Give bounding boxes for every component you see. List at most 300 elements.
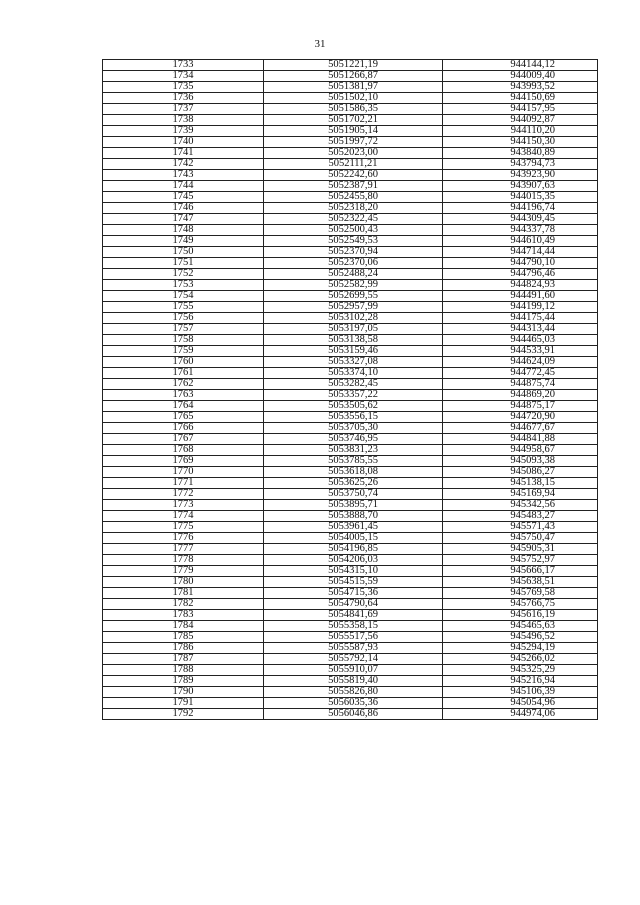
y-coordinate-cell xyxy=(443,280,598,291)
table-row xyxy=(103,478,598,489)
table-row xyxy=(103,610,598,621)
x-coordinate-cell: 5052322,45 xyxy=(264,214,443,225)
point-number-cell: 1775 xyxy=(103,522,264,533)
table-row xyxy=(103,445,598,456)
x-coordinate-cell: 5054841,69 xyxy=(264,610,443,621)
y-coordinate-cell xyxy=(443,643,598,654)
point-number-cell: 1786 xyxy=(103,643,264,654)
x-coordinate-cell: 5052023,00 xyxy=(264,148,443,159)
x-coordinate-cell: 5053750,74 xyxy=(264,489,443,500)
point-number-cell: 1746 xyxy=(103,203,264,214)
point-number-cell: 1781 xyxy=(103,588,264,599)
y-coordinate-cell xyxy=(443,368,598,379)
y-coordinate-value: 945616,19 xyxy=(510,609,555,620)
point-number-cell: 1763 xyxy=(103,390,264,401)
y-coordinate-value: 944491,60 xyxy=(510,290,555,301)
y-coordinate-cell xyxy=(443,357,598,368)
point-number-cell: 1792 xyxy=(103,709,264,720)
y-coordinate-cell xyxy=(443,313,598,324)
x-coordinate-cell: 5053282,45 xyxy=(264,379,443,390)
point-number-cell: 1776 xyxy=(103,533,264,544)
point-number-cell: 1738 xyxy=(103,115,264,126)
y-coordinate-cell xyxy=(443,269,598,280)
table-row xyxy=(103,456,598,467)
y-coordinate-cell xyxy=(443,412,598,423)
y-coordinate-value: 945342,56 xyxy=(510,499,555,510)
table-row xyxy=(103,379,598,390)
table-row xyxy=(103,555,598,566)
y-coordinate-value: 945666,17 xyxy=(510,565,555,576)
x-coordinate-cell: 5053505,62 xyxy=(264,401,443,412)
table-row xyxy=(103,192,598,203)
y-coordinate-cell xyxy=(443,511,598,522)
x-coordinate-cell: 5053746,95 xyxy=(264,434,443,445)
point-number-cell: 1758 xyxy=(103,335,264,346)
x-coordinate-cell: 5053785,55 xyxy=(264,456,443,467)
table-row xyxy=(103,368,598,379)
y-coordinate-value: 945325,29 xyxy=(510,664,555,675)
y-coordinate-cell xyxy=(443,214,598,225)
y-coordinate-value: 945750,47 xyxy=(510,532,555,543)
point-number-cell: 1769 xyxy=(103,456,264,467)
y-coordinate-value: 944144,12 xyxy=(510,59,555,70)
point-number-cell: 1743 xyxy=(103,170,264,181)
x-coordinate-cell: 5054005,15 xyxy=(264,533,443,544)
point-number-cell: 1740 xyxy=(103,137,264,148)
y-coordinate-cell xyxy=(443,478,598,489)
y-coordinate-cell xyxy=(443,71,598,82)
x-coordinate-cell: 5054196,85 xyxy=(264,544,443,555)
point-number-cell: 1766 xyxy=(103,423,264,434)
y-coordinate-cell xyxy=(443,302,598,313)
point-number-cell: 1761 xyxy=(103,368,264,379)
x-coordinate-cell: 5053138,58 xyxy=(264,335,443,346)
point-number-cell: 1777 xyxy=(103,544,264,555)
y-coordinate-cell xyxy=(443,676,598,687)
x-coordinate-cell: 5053159,46 xyxy=(264,346,443,357)
y-coordinate-value: 944796,46 xyxy=(510,268,555,279)
x-coordinate-cell: 5053197,05 xyxy=(264,324,443,335)
y-coordinate-value: 945752,97 xyxy=(510,554,555,565)
table-row xyxy=(103,643,598,654)
x-coordinate-cell: 5054206,03 xyxy=(264,555,443,566)
x-coordinate-cell: 5053888,70 xyxy=(264,511,443,522)
x-coordinate-cell: 5053327,08 xyxy=(264,357,443,368)
table-row xyxy=(103,687,598,698)
y-coordinate-value: 944150,69 xyxy=(510,92,555,103)
point-number-cell: 1764 xyxy=(103,401,264,412)
y-coordinate-value: 943993,52 xyxy=(510,81,555,92)
point-number-cell: 1767 xyxy=(103,434,264,445)
x-coordinate-cell: 5052549,53 xyxy=(264,236,443,247)
y-coordinate-value: 943923,90 xyxy=(510,169,555,180)
y-coordinate-cell xyxy=(443,709,598,720)
table-row xyxy=(103,522,598,533)
y-coordinate-cell xyxy=(443,181,598,192)
y-coordinate-value: 943907,63 xyxy=(510,180,555,191)
x-coordinate-cell: 5056046,86 xyxy=(264,709,443,720)
y-coordinate-value: 944199,12 xyxy=(510,301,555,312)
point-number-cell: 1784 xyxy=(103,621,264,632)
y-coordinate-cell xyxy=(443,390,598,401)
y-coordinate-value: 944875,17 xyxy=(510,400,555,411)
y-coordinate-cell xyxy=(443,170,598,181)
point-number-cell: 1772 xyxy=(103,489,264,500)
point-number-cell: 1779 xyxy=(103,566,264,577)
table-row xyxy=(103,269,598,280)
y-coordinate-value: 945054,96 xyxy=(510,697,555,708)
table-row xyxy=(103,709,598,720)
point-number-cell: 1780 xyxy=(103,577,264,588)
x-coordinate-cell: 5055517,56 xyxy=(264,632,443,643)
y-coordinate-value: 944009,40 xyxy=(510,70,555,81)
table-row xyxy=(103,148,598,159)
y-coordinate-value: 944110,20 xyxy=(510,125,555,136)
y-coordinate-value: 945266,02 xyxy=(510,653,555,664)
x-coordinate-cell: 5052318,20 xyxy=(264,203,443,214)
x-coordinate-cell: 5051997,72 xyxy=(264,137,443,148)
x-coordinate-cell: 5052500,43 xyxy=(264,225,443,236)
x-coordinate-cell: 5055910,07 xyxy=(264,665,443,676)
table-row xyxy=(103,203,598,214)
point-number-cell: 1754 xyxy=(103,291,264,302)
table-row xyxy=(103,412,598,423)
table-row xyxy=(103,489,598,500)
y-coordinate-cell xyxy=(443,126,598,137)
table-row xyxy=(103,665,598,676)
y-coordinate-value: 944175,44 xyxy=(510,312,555,323)
y-coordinate-value: 944841,88 xyxy=(510,433,555,444)
y-coordinate-cell xyxy=(443,225,598,236)
y-coordinate-cell xyxy=(443,291,598,302)
y-coordinate-cell xyxy=(443,159,598,170)
table-row xyxy=(103,302,598,313)
x-coordinate-cell: 5054315,10 xyxy=(264,566,443,577)
point-number-cell: 1790 xyxy=(103,687,264,698)
table-row xyxy=(103,236,598,247)
y-coordinate-value: 945769,58 xyxy=(510,587,555,598)
point-number-cell: 1747 xyxy=(103,214,264,225)
y-coordinate-value: 945496,52 xyxy=(510,631,555,642)
point-number-cell: 1734 xyxy=(103,71,264,82)
table-row xyxy=(103,346,598,357)
y-coordinate-value: 943840,89 xyxy=(510,147,555,158)
y-coordinate-cell xyxy=(443,687,598,698)
x-coordinate-cell: 5053831,23 xyxy=(264,445,443,456)
point-number-cell: 1787 xyxy=(103,654,264,665)
point-number-cell: 1739 xyxy=(103,126,264,137)
y-coordinate-cell xyxy=(443,698,598,709)
x-coordinate-cell: 5053618,08 xyxy=(264,467,443,478)
y-coordinate-value: 944337,78 xyxy=(510,224,555,235)
y-coordinate-cell xyxy=(443,632,598,643)
point-number-cell: 1751 xyxy=(103,258,264,269)
y-coordinate-cell xyxy=(443,621,598,632)
table-row xyxy=(103,357,598,368)
point-number-cell: 1760 xyxy=(103,357,264,368)
table-row xyxy=(103,126,598,137)
y-coordinate-value: 945766,75 xyxy=(510,598,555,609)
x-coordinate-cell: 5052699,55 xyxy=(264,291,443,302)
y-coordinate-value: 945106,39 xyxy=(510,686,555,697)
table-row xyxy=(103,214,598,225)
table-row xyxy=(103,280,598,291)
table-row xyxy=(103,511,598,522)
x-coordinate-cell: 5056035,36 xyxy=(264,698,443,709)
y-coordinate-cell xyxy=(443,588,598,599)
y-coordinate-cell xyxy=(443,247,598,258)
y-coordinate-cell xyxy=(443,599,598,610)
point-number-cell: 1768 xyxy=(103,445,264,456)
x-coordinate-cell: 5053556,15 xyxy=(264,412,443,423)
table-row xyxy=(103,467,598,478)
x-coordinate-cell: 5054715,36 xyxy=(264,588,443,599)
y-coordinate-cell xyxy=(443,401,598,412)
y-coordinate-value: 944465,03 xyxy=(510,334,555,345)
table-row xyxy=(103,258,598,269)
y-coordinate-value: 944958,67 xyxy=(510,444,555,455)
point-number-cell: 1788 xyxy=(103,665,264,676)
y-coordinate-value: 945905,31 xyxy=(510,543,555,554)
point-number-cell: 1752 xyxy=(103,269,264,280)
point-number-cell: 1736 xyxy=(103,93,264,104)
x-coordinate-cell: 5054790,64 xyxy=(264,599,443,610)
y-coordinate-value: 944624,09 xyxy=(510,356,555,367)
table-row xyxy=(103,588,598,599)
table-row xyxy=(103,324,598,335)
table-row xyxy=(103,170,598,181)
y-coordinate-value: 944610,49 xyxy=(510,235,555,246)
y-coordinate-value: 945571,43 xyxy=(510,521,555,532)
y-coordinate-cell xyxy=(443,467,598,478)
table-row xyxy=(103,577,598,588)
y-coordinate-value: 943794,73 xyxy=(510,158,555,169)
y-coordinate-value: 944974,06 xyxy=(510,708,555,719)
x-coordinate-cell: 5052370,94 xyxy=(264,247,443,258)
point-number-cell: 1791 xyxy=(103,698,264,709)
y-coordinate-value: 945169,94 xyxy=(510,488,555,499)
point-number-cell: 1750 xyxy=(103,247,264,258)
y-coordinate-cell xyxy=(443,258,598,269)
table-row xyxy=(103,676,598,687)
y-coordinate-value: 944720,90 xyxy=(510,411,555,422)
y-coordinate-cell xyxy=(443,137,598,148)
table-row xyxy=(103,60,598,71)
x-coordinate-cell: 5051905,14 xyxy=(264,126,443,137)
y-coordinate-value: 944790,10 xyxy=(510,257,555,268)
table-row xyxy=(103,533,598,544)
y-coordinate-value: 945216,94 xyxy=(510,675,555,686)
x-coordinate-cell: 5055358,15 xyxy=(264,621,443,632)
y-coordinate-cell xyxy=(443,434,598,445)
table-row xyxy=(103,291,598,302)
table-row xyxy=(103,632,598,643)
y-coordinate-cell xyxy=(443,203,598,214)
y-coordinate-value: 945294,19 xyxy=(510,642,555,653)
point-number-cell: 1778 xyxy=(103,555,264,566)
y-coordinate-cell xyxy=(443,379,598,390)
point-number-cell: 1737 xyxy=(103,104,264,115)
table-row xyxy=(103,115,598,126)
y-coordinate-cell xyxy=(443,610,598,621)
y-coordinate-value: 944313,44 xyxy=(510,323,555,334)
x-coordinate-cell: 5055819,40 xyxy=(264,676,443,687)
y-coordinate-cell xyxy=(443,566,598,577)
y-coordinate-value: 944869,20 xyxy=(510,389,555,400)
table-row xyxy=(103,423,598,434)
point-number-cell: 1741 xyxy=(103,148,264,159)
y-coordinate-cell xyxy=(443,654,598,665)
x-coordinate-cell: 5055826,80 xyxy=(264,687,443,698)
table-row xyxy=(103,544,598,555)
x-coordinate-cell: 5052455,80 xyxy=(264,192,443,203)
y-coordinate-value: 944092,87 xyxy=(510,114,555,125)
y-coordinate-value: 944875,74 xyxy=(510,378,555,389)
y-coordinate-cell xyxy=(443,148,598,159)
x-coordinate-cell: 5053374,10 xyxy=(264,368,443,379)
page-number: 31 xyxy=(314,38,326,50)
y-coordinate-value: 945483,27 xyxy=(510,510,555,521)
y-coordinate-cell xyxy=(443,533,598,544)
x-coordinate-cell: 5053705,30 xyxy=(264,423,443,434)
table-row xyxy=(103,390,598,401)
table-row xyxy=(103,335,598,346)
x-coordinate-cell: 5051381,97 xyxy=(264,82,443,93)
x-coordinate-cell: 5052957,99 xyxy=(264,302,443,313)
x-coordinate-cell: 5052242,60 xyxy=(264,170,443,181)
y-coordinate-value: 944015,35 xyxy=(510,191,555,202)
y-coordinate-cell xyxy=(443,346,598,357)
point-number-cell: 1771 xyxy=(103,478,264,489)
point-number-cell: 1742 xyxy=(103,159,264,170)
x-coordinate-cell: 5054515,59 xyxy=(264,577,443,588)
y-coordinate-cell xyxy=(443,115,598,126)
point-number-cell: 1770 xyxy=(103,467,264,478)
point-number-cell: 1755 xyxy=(103,302,264,313)
point-number-cell: 1773 xyxy=(103,500,264,511)
y-coordinate-cell xyxy=(443,456,598,467)
y-coordinate-cell xyxy=(443,423,598,434)
y-coordinate-cell xyxy=(443,104,598,115)
x-coordinate-cell: 5055792,14 xyxy=(264,654,443,665)
point-number-cell: 1753 xyxy=(103,280,264,291)
x-coordinate-cell: 5052370,06 xyxy=(264,258,443,269)
table-row xyxy=(103,82,598,93)
point-number-cell: 1757 xyxy=(103,324,264,335)
x-coordinate-cell: 5055587,93 xyxy=(264,643,443,654)
table-row xyxy=(103,159,598,170)
x-coordinate-cell: 5052488,24 xyxy=(264,269,443,280)
y-coordinate-cell xyxy=(443,489,598,500)
y-coordinate-value: 944714,44 xyxy=(510,246,555,257)
table-row xyxy=(103,566,598,577)
point-number-cell: 1733 xyxy=(103,60,264,71)
coordinate-table-body xyxy=(103,60,598,720)
y-coordinate-cell xyxy=(443,192,598,203)
y-coordinate-value: 945086,27 xyxy=(510,466,555,477)
y-coordinate-value: 944150,30 xyxy=(510,136,555,147)
point-number-cell: 1745 xyxy=(103,192,264,203)
x-coordinate-cell: 5052582,99 xyxy=(264,280,443,291)
y-coordinate-value: 944309,45 xyxy=(510,213,555,224)
y-coordinate-cell xyxy=(443,93,598,104)
point-number-cell: 1735 xyxy=(103,82,264,93)
table-row xyxy=(103,137,598,148)
x-coordinate-cell: 5053895,71 xyxy=(264,500,443,511)
y-coordinate-cell xyxy=(443,544,598,555)
table-row xyxy=(103,500,598,511)
point-number-cell: 1759 xyxy=(103,346,264,357)
y-coordinate-value: 945093,38 xyxy=(510,455,555,466)
table-row xyxy=(103,93,598,104)
point-number-cell: 1744 xyxy=(103,181,264,192)
point-number-cell: 1782 xyxy=(103,599,264,610)
y-coordinate-cell xyxy=(443,60,598,71)
x-coordinate-cell: 5053357,22 xyxy=(264,390,443,401)
point-number-cell: 1762 xyxy=(103,379,264,390)
point-number-cell: 1748 xyxy=(103,225,264,236)
table-row xyxy=(103,434,598,445)
table-row xyxy=(103,247,598,258)
coordinate-table xyxy=(102,59,598,720)
x-coordinate-cell: 5051502,10 xyxy=(264,93,443,104)
x-coordinate-cell: 5051266,87 xyxy=(264,71,443,82)
y-coordinate-value: 945465,63 xyxy=(510,620,555,631)
y-coordinate-cell xyxy=(443,236,598,247)
x-coordinate-cell: 5052387,91 xyxy=(264,181,443,192)
x-coordinate-cell: 5051586,35 xyxy=(264,104,443,115)
y-coordinate-value: 945638,51 xyxy=(510,576,555,587)
point-number-cell: 1765 xyxy=(103,412,264,423)
y-coordinate-value: 944772,45 xyxy=(510,367,555,378)
y-coordinate-value: 944157,95 xyxy=(510,103,555,114)
table-row xyxy=(103,225,598,236)
point-number-cell: 1785 xyxy=(103,632,264,643)
table-row xyxy=(103,401,598,412)
point-number-cell: 1749 xyxy=(103,236,264,247)
point-number-cell: 1783 xyxy=(103,610,264,621)
y-coordinate-cell xyxy=(443,82,598,93)
y-coordinate-value: 945138,15 xyxy=(510,477,555,488)
point-number-cell: 1756 xyxy=(103,313,264,324)
y-coordinate-value: 944677,67 xyxy=(510,422,555,433)
y-coordinate-cell xyxy=(443,665,598,676)
x-coordinate-cell: 5051702,21 xyxy=(264,115,443,126)
point-number-cell: 1774 xyxy=(103,511,264,522)
table-row xyxy=(103,313,598,324)
table-row xyxy=(103,654,598,665)
x-coordinate-cell: 5053961,45 xyxy=(264,522,443,533)
y-coordinate-cell xyxy=(443,500,598,511)
y-coordinate-value: 944533,91 xyxy=(510,345,555,356)
y-coordinate-cell xyxy=(443,522,598,533)
table-row xyxy=(103,621,598,632)
point-number-cell: 1789 xyxy=(103,676,264,687)
y-coordinate-cell xyxy=(443,335,598,346)
x-coordinate-cell: 5053102,28 xyxy=(264,313,443,324)
table-row xyxy=(103,71,598,82)
y-coordinate-value: 944824,93 xyxy=(510,279,555,290)
y-coordinate-value: 944196,74 xyxy=(510,202,555,213)
y-coordinate-cell xyxy=(443,577,598,588)
table-row xyxy=(103,698,598,709)
y-coordinate-cell xyxy=(443,555,598,566)
table-row xyxy=(103,181,598,192)
table-row xyxy=(103,104,598,115)
x-coordinate-cell: 5053625,26 xyxy=(264,478,443,489)
x-coordinate-cell: 5052111,21 xyxy=(264,159,443,170)
table-row xyxy=(103,599,598,610)
